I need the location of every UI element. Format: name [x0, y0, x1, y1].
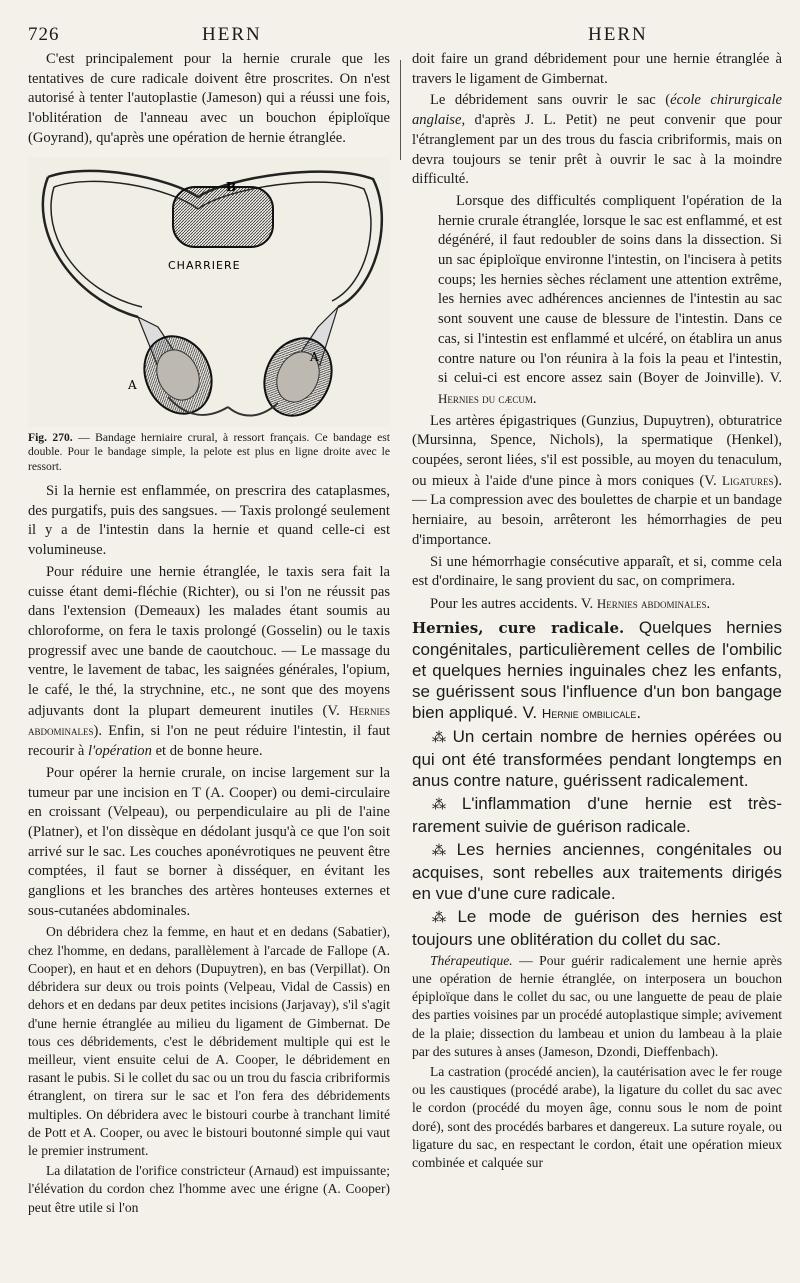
label-maker: CHARRIERE — [168, 258, 241, 272]
aphorism: ⁂ Le mode de guérison des hernies est toujours une oblitération du collet du sac. — [412, 906, 782, 949]
figure-caption — [28, 431, 390, 475]
asterism-icon: ⁂ — [432, 729, 449, 746]
entry-heading: Hernies, cure radicale. — [412, 618, 625, 637]
truss-illustration — [28, 157, 390, 427]
paragraph: Pour réduire une hernie étranglée, le taxis sera fait la cuisse étant demi-fléchie (Richter), ou si l'on ne réussit pas dans l'extension (Demeaux) les malades étant soumis au chloroforme, on fera le taxis prolongé (Gosselin) ou le taxis progressif avec une bande de caoutchouc. — Le massage du ventre, le lavement de tabac, les saignées générales, l'opium, le café, le thé, la strychnine, etc., ne sont que des moyens adjuvants dont la plupart demeurent inutiles (V. Hernies abdominales). Enfin, si l'on ne peut réduire l'intestin, il faut recourir à l'opération et de bonne heure. — [28, 563, 391, 760]
paragraph: Pour opérer la hernie crurale, on incise largement sur la tumeur par une incision en T (A. Cooper) ou demi-circulaire en croissant (Velpeau), ou perpendiculaire au pli de l'aine (Platner), et l'on dissèque en dédolant jusqu'à ce que l'on soit arrivé sur le sac. Les couches aponévrotiques ne peuvent être comptées, il faut se borner à disséquer, en évitant les ganglions et les branches des artères honteuses externes et sous-cutanées abdominales. — [28, 764, 390, 919]
running-head-right: HERN — [588, 24, 648, 45]
paragraph: Lorsque des difficultés compliquent l'opération de la hernie crurale étranglée, lorsque le sac est enflammé, et est dégénéré, il faut redoubler de soins dans la dissection. Si un sac épiploïque environne l'intestin, on l'incisera à petits coups; les hernies sèches réclament une attention extrême, les hernies avec adhérences anciennes de l'intestin au sac sont souvent une cause de blessure de l'intestin. Dans ce cas, si l'intestin est enflammé et ulcéré, on établira un anus contre nature ou l'on réunira à la fois la peau et l'intestin, si celui-ci est encore assez sain (Boyer de Joinville). V. Hernies du cæcum. — [438, 192, 783, 407]
paragraph: Les artères épigastriques (Gunzius, Dupuytren), obturatrice (Mursinna, Spence, Nichols), la spermatique (Henkel), coupées, seront liées, s'il est possible, au moyen du tenaculum, ou mieux à l'aide d'une pince à mors coniques (V. Ligatures). — La compression avec des boulettes de charpie et un bandage herniaire, au besoin, arrêteront les hémorrhagies de peu d'importance. — [412, 412, 782, 548]
paragraph: Si la hernie est enflammée, on prescrira des cataplasmes, des purgatifs, puis des sangsues. — Taxis prolongé seulement il y a de l'intestin dans la hernie et quand celle-ci est volumineuse. — [28, 483, 390, 559]
aphorism: ⁂ L'inflammation d'une hernie est très-rarement suivie de guérison radicale. — [412, 793, 783, 836]
figure-270 — [28, 157, 390, 427]
entry-hernies-cure-radicale: Hernies, cure radicale. Quelques hernies congénitales, particulièrement celles de l'ombilic et quelques hernies inguinales chez les enfants, se guérissent sous l'influence d'un bon bangage bien appliqué. V. Hernie ombilicale. — [412, 617, 782, 722]
asterism-icon: ⁂ — [432, 842, 453, 859]
cross-reference: Ligatures — [722, 472, 774, 488]
paragraph-therapeutique: Thérapeutique. — Pour guérir radicalement une hernie après une opération de hernie étranglée, on interposera un bouchon épiploïque dans le collet du sac, ou une languette de peau de plaie des parties voisines par un procédé autoplastique simple; avivement de la plaie; dissection du lambeau et union du lambeau à la plaie par des sutures à anses (Jameson, Dzondi, Dieffenbach). — [412, 952, 782, 1059]
label-a-left: A — [128, 377, 137, 392]
paragraph: La dilatation de l'orifice constricteur (Arnaud) est impuissante; l'élévation du cordon chez l'homme avec une érigne (A. Cooper) peut être utile si l'on — [28, 1163, 390, 1215]
asterism-icon: ⁂ — [432, 909, 454, 926]
cross-reference: Hernie ombilicale — [541, 705, 637, 721]
running-head-left: HERN — [202, 24, 262, 45]
page-header — [20, 22, 786, 52]
column-rule — [400, 60, 401, 160]
aphorism: ⁂ Un certain nombre de hernies opérées ou qui ont été transformées pendant longtemps en anus contre nature, guérissent radicalement. — [412, 726, 782, 790]
paragraph: Pour les autres accidents. V. Hernies abdominales. — [430, 595, 711, 612]
label-b: B — [226, 179, 237, 194]
cross-reference: Hernies abdominales — [596, 595, 707, 611]
label-a-right: A — [310, 349, 319, 364]
paragraph: Si une hémorrhagie consécutive apparaît, et si, comme cela est d'ordinaire, le sang provient du sac, on comprimera. — [412, 553, 782, 590]
figure-caption-text: — Bandage herniaire crural, à ressort français. Ce bandage est double. Pour le bandage simple, la pelote est plus en ligne droite avec le ressort. — [28, 430, 390, 473]
left-column — [28, 50, 390, 1219]
aphorism: ⁂ Les hernies anciennes, congénitales ou acquises, sont rebelles aux traitements dirigés en vue d'une cure radicale. — [412, 839, 783, 903]
page-number: 726 — [28, 24, 60, 45]
paragraph: On débridera chez la femme, en haut et en dedans (Sabatier), chez l'homme, en dedans, parallèlement à l'arcade de Fallope (A. Cooper), en haut et en dehors (Dupuytren), en bas (Verpillat). On débridera sur deux ou trois points (Velpeau, Vidal de Cassis) en dehors et en dedans par deux petites incisions (Jarjavay), s'il s'agit d'une hernie étranglée au milieu du ligament de Gimbernat. De tous ces débridements, c'est le débridement multiple qui est le meilleur, vient ensuite celui de A. Cooper, le débridement en rasant le pubis. Si le collet du sac ou un trou du fascia cribriformis étranglent, on tirera sur le sac et l'on fera des débridements multiples. On débridera avec le bistouri courbe à tranchant limité de Pott et A. Cooper, ou avec le bistouri boutonné simple qui vaut le premier instrument. — [28, 924, 390, 1158]
asterism-icon: ⁂ — [432, 796, 458, 813]
cross-reference: Hernies du cæcum — [438, 390, 533, 406]
paragraph: Le débridement sans ouvrir le sac (école chirurgicale anglaise, d'après J. L. Petit) ne peut convenir que pour l'étranglement par un des trous du fascia cribriformis, mais on devra toujours se tenir prêt à ouvrir le sac à la moindre difficulté. — [412, 92, 782, 188]
paragraph: La castration (procédé ancien), la cautérisation avec le fer rouge ou les caustiques (procédé arabe), la ligature du collet du sac avec le cordon (procédé du moyen âge, connu sous le nom de point doré), sont des procédés barbares et dangereux. La suture royale, ou ligature du sac, en respectant le cordon, était une opération mieux combinée et calquée sur — [412, 1063, 782, 1170]
right-column — [412, 50, 782, 1174]
cross-reference: Hernies abdominales — [28, 702, 391, 739]
paragraph: C'est principalement pour la hernie crurale que les tentatives de cure radicale doivent être proscrites. On n'est autorisé à tenter l'autoplastie (Jameson) qui a réussi une fois, l'oblitération de l'anneau avec un bouchon épiploïque (Goyrand), qu'après une opération de hernie étranglée. — [28, 51, 390, 146]
figure-number: Fig. 270. — [28, 430, 73, 444]
paragraph: doit faire un grand débridement pour une hernie étranglée à travers le ligament de Gimbernat. — [412, 51, 782, 87]
indented-block — [412, 192, 782, 410]
